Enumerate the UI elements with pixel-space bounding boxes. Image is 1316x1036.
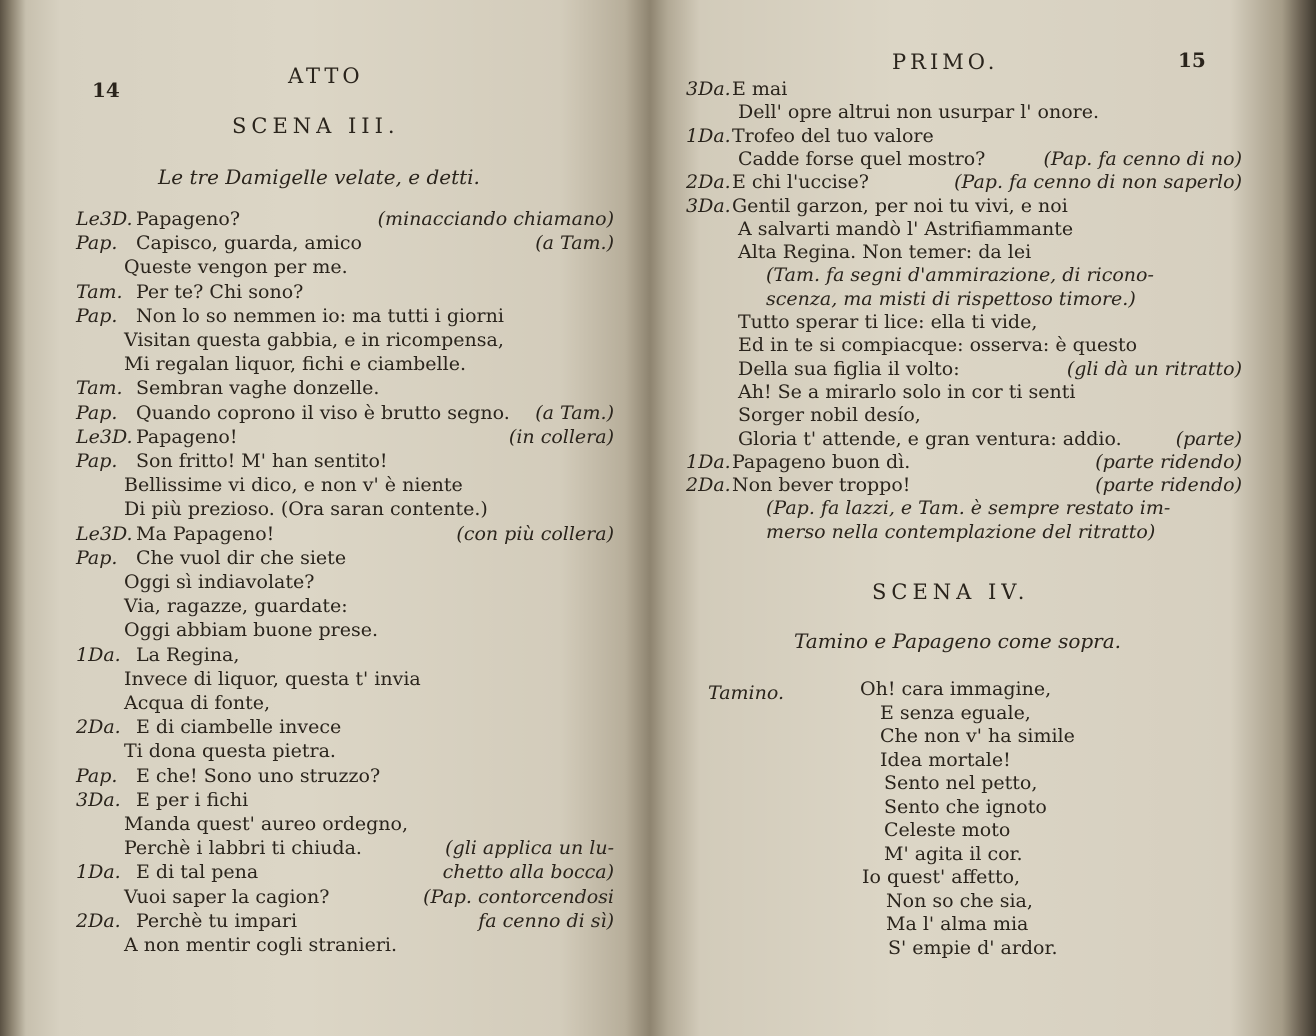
line-text: Ti dona questa pietra. — [124, 740, 336, 763]
stage-note: (in collera) — [508, 425, 614, 448]
stage-note: (parte) — [1175, 427, 1242, 450]
line-text: E che! Sono uno struzzo? — [136, 764, 381, 787]
line-text: Di più prezioso. (Ora saran contente.) — [124, 498, 488, 521]
line-text: E chi l'uccise? — [732, 171, 869, 194]
line-text: Manda quest' aureo ordegno, — [124, 813, 409, 835]
speaker-label: 2Da. — [686, 474, 731, 497]
line-text: Bellissime vi dico, e non v' è niente — [124, 474, 463, 497]
song-verse: Idea mortale! — [880, 748, 1011, 771]
line-text: scenza, ma misti di rispettoso timore.) — [766, 287, 1136, 310]
stage-note: (parte ridendo) — [1095, 450, 1242, 473]
line-text: (Pap. fa lazzi, e Tam. è sempre restato im- — [766, 497, 1171, 520]
line-text: Oggi abbiam buone prese. — [124, 619, 379, 642]
line-text: Sembran vaghe donzelle. — [136, 377, 380, 400]
line-text: Mi regalan liquor, fichi e ciambelle. — [124, 353, 466, 376]
line-text: Non bever troppo! — [732, 474, 911, 497]
line-text: Papageno buon dì. — [732, 450, 911, 473]
speaker-label: Pap. — [76, 232, 118, 255]
line-text: Oggi sì indiavolate? — [124, 571, 315, 593]
stage-note: (Pap. fa cenno di no) — [1043, 147, 1242, 170]
line-text: La Regina, — [136, 643, 240, 666]
right-page — [650, 0, 1316, 1036]
line-text: Queste vengon per me. — [124, 256, 348, 279]
speaker-label: Le3D. — [76, 522, 133, 545]
speaker-label: Tam. — [76, 377, 123, 400]
line-text: A salvarti mandò l' Astrifiammante — [738, 217, 1074, 240]
line-text: E di tal pena — [136, 861, 259, 884]
line-text: E per i fichi — [136, 788, 249, 811]
speaker-label: Tam. — [76, 280, 123, 303]
stage-note: (con più collera) — [456, 522, 614, 545]
line-text: Via, ragazze, guardate: — [124, 595, 348, 618]
line-text: Capisco, guarda, amico — [136, 232, 362, 255]
stage-direction: Tamino e Papageno come sopra. — [794, 629, 1122, 653]
song-verse: Oh! cara immagine, — [860, 678, 1052, 700]
speaker-label: Pap. — [76, 546, 118, 569]
left-page — [0, 0, 650, 1036]
speaker-label: Pap. — [76, 304, 118, 327]
line-text: Cadde forse quel mostro? — [738, 147, 986, 170]
song-verse: M' agita il cor. — [884, 842, 1023, 865]
stage-note: (minacciando chiamano) — [377, 208, 614, 230]
speaker-label: Pap. — [76, 401, 118, 424]
line-text: Che vuol dir che siete — [136, 546, 347, 569]
song-verse: Sento che ignoto — [884, 795, 1047, 818]
song-verse: Ma l' alma mia — [886, 913, 1029, 935]
line-text: Visitan questa gabbia, e in ricompensa, — [124, 329, 504, 351]
line-text: Acqua di fonte, — [124, 692, 271, 714]
speaker-label: 1Da. — [686, 124, 731, 147]
speaker-label: Le3D. — [76, 425, 133, 448]
speaker-label: 1Da. — [76, 861, 121, 884]
speaker-label: 1Da. — [686, 450, 731, 473]
stage-note: chetto alla bocca) — [442, 861, 614, 884]
line-text: E mai — [732, 78, 788, 100]
song-verse: Che non v' ha simile — [880, 725, 1075, 747]
line-text: Invece di liquor, questa t' invia — [124, 667, 421, 690]
line-text: Sorger nobil desío, — [738, 404, 921, 427]
stage-note: (a Tam.) — [535, 232, 614, 255]
song-verse: Celeste moto — [884, 819, 1011, 841]
page-number: 15 — [1178, 48, 1206, 72]
speaker-label: Pap. — [76, 450, 118, 472]
line-text: Ma Papageno! — [136, 522, 275, 545]
line-text: Papageno? — [136, 208, 241, 230]
line-text: (Tam. fa segni d'ammirazione, di ricono- — [766, 264, 1154, 287]
song-verse: Sento nel petto, — [884, 772, 1038, 794]
scene-title: SCENA III. — [232, 114, 400, 138]
line-text: Papageno! — [136, 425, 238, 448]
speaker-label: 3Da. — [686, 78, 731, 100]
stage-note: (Pap. fa cenno di non saperlo) — [954, 171, 1242, 194]
running-head: ATTO — [288, 64, 364, 88]
speaker-label: 2Da. — [686, 171, 731, 194]
page-number: 14 — [92, 78, 120, 102]
line-text: Perchè tu impari — [136, 909, 298, 932]
stage-direction: Le tre Damigelle velate, e detti. — [158, 165, 480, 189]
song-verse: E senza eguale, — [880, 701, 1031, 724]
stage-note: fa cenno di sì) — [478, 909, 614, 932]
line-text: Per te? Chi sono? — [136, 280, 304, 303]
song-verse: Non so che sia, — [886, 889, 1033, 912]
line-text: A non mentir cogli stranieri. — [124, 934, 398, 956]
line-text: Ed in te si compiacque: osserva: è questo — [738, 334, 1138, 357]
stage-note: (parte ridendo) — [1095, 474, 1242, 497]
stage-note: (Pap. contorcendosi — [423, 885, 614, 908]
speaker-label: 2Da. — [76, 909, 121, 932]
line-text: Gentil garzon, per noi tu vivi, e noi — [732, 194, 1068, 217]
line-text: Vuoi saper la cagion? — [124, 885, 330, 908]
line-text: Trofeo del tuo valore — [732, 124, 934, 147]
line-text: Son fritto! M' han sentito! — [136, 450, 388, 472]
speaker-label: 3Da. — [76, 788, 121, 811]
song-verse: Io quest' affetto, — [862, 866, 1021, 888]
song-speaker: Tamino. — [708, 682, 784, 704]
line-text: Alta Regina. Non temer: da lei — [738, 241, 1032, 264]
line-text: Non lo so nemmen io: ma tutti i giorni — [136, 304, 504, 327]
line-text: merso nella contemplazione del ritratto) — [766, 520, 1156, 543]
line-text: Ah! Se a mirarlo solo in cor ti senti — [738, 380, 1076, 403]
speaker-label: 3Da. — [686, 194, 731, 217]
speaker-label: Pap. — [76, 764, 118, 787]
song-verse: S' empie d' ardor. — [888, 936, 1058, 959]
line-text: E di ciambelle invece — [136, 716, 342, 739]
stage-note: (gli dà un ritratto) — [1066, 357, 1242, 380]
line-text: Della sua figlia il volto: — [738, 357, 960, 380]
speaker-label: Le3D. — [76, 208, 133, 230]
line-text: Tutto sperar ti lice: ella ti vide, — [738, 311, 1038, 333]
speaker-label: 1Da. — [76, 643, 121, 666]
scene-title: SCENA IV. — [872, 580, 1030, 604]
line-text: Perchè i labbri ti chiuda. — [124, 837, 362, 860]
running-head: PRIMO. — [892, 50, 999, 74]
speaker-label: 2Da. — [76, 716, 121, 739]
stage-note: (a Tam.) — [535, 401, 614, 424]
line-text: Dell' opre altrui non usurpar l' onore. — [738, 101, 1100, 124]
line-text: Gloria t' attende, e gran ventura: addio. — [738, 427, 1122, 450]
line-text: Quando coprono il viso è brutto segno. — [136, 401, 510, 424]
stage-note: (gli applica un lu- — [445, 837, 614, 860]
